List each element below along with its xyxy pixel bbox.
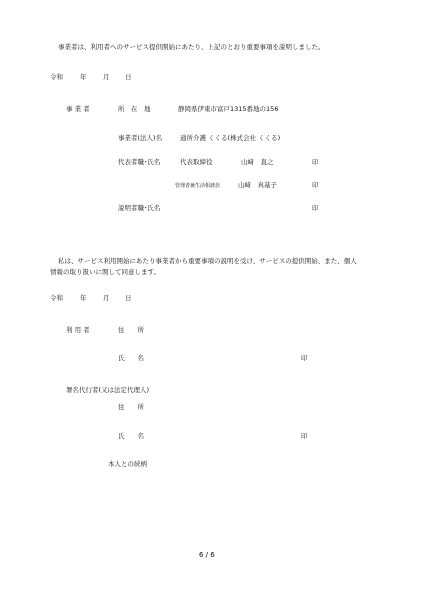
- user-name-label: 氏 名: [118, 354, 144, 362]
- user-address-label: 住 所: [118, 326, 144, 334]
- proxy-address-label: 住 所: [118, 403, 144, 411]
- provider-manager-name: 山﨑 真基子: [238, 181, 277, 189]
- provider-statement: 事業者は、利用者へのサービス提供開始にあたり、上記のとおり重要事項を説明しました。: [58, 43, 325, 51]
- provider-corp-name-value: 通所介護 くくる(株式会社 くくる): [180, 134, 281, 142]
- user-statement-line2: 情報の取り扱いに関して同意します。: [50, 268, 160, 276]
- provider-rep-seal: 印: [312, 158, 319, 166]
- date1-month: 月: [103, 73, 110, 81]
- user-heading: 利 用 者: [66, 326, 90, 334]
- proxy-heading: 署名代行者(又は法定代理人): [66, 386, 150, 394]
- date2-day: 日: [125, 294, 132, 302]
- date2-month: 月: [103, 294, 110, 302]
- date2-era: 令和: [50, 294, 63, 302]
- proxy-seal: 印: [301, 432, 308, 440]
- date1-era: 令和: [50, 73, 63, 81]
- date1-day: 日: [125, 73, 132, 81]
- provider-explainer-label: 説明者職･氏名: [118, 204, 161, 212]
- provider-heading: 事 業 者: [66, 105, 90, 113]
- provider-rep-label: 代表者職･氏名: [118, 158, 161, 166]
- provider-location-value: 静岡県伊東市富戸1315番地の156: [178, 105, 279, 113]
- provider-rep-title: 代表取締役: [180, 158, 213, 166]
- provider-rep-name: 山﨑 直之: [241, 158, 274, 166]
- provider-manager-seal: 印: [312, 181, 319, 189]
- user-seal: 印: [301, 354, 308, 362]
- proxy-relationship-label: 本人との続柄: [108, 460, 147, 468]
- date2-year: 年: [80, 294, 87, 302]
- provider-manager-label: 管理者兼生活相談員: [175, 183, 221, 189]
- date1-year: 年: [80, 73, 87, 81]
- provider-explainer-seal: 印: [312, 204, 319, 212]
- page-number: 6 / 6: [199, 551, 215, 559]
- provider-location-label: 所 在 地: [118, 105, 151, 113]
- provider-corp-name-label: 事業者(法人)名: [118, 134, 163, 142]
- user-statement-line1: 私は、サービス利用開始にあたり事業者から重要事項の説明を受け、サービスの提供開始、また、個人: [58, 257, 357, 265]
- proxy-name-label: 氏 名: [118, 432, 144, 440]
